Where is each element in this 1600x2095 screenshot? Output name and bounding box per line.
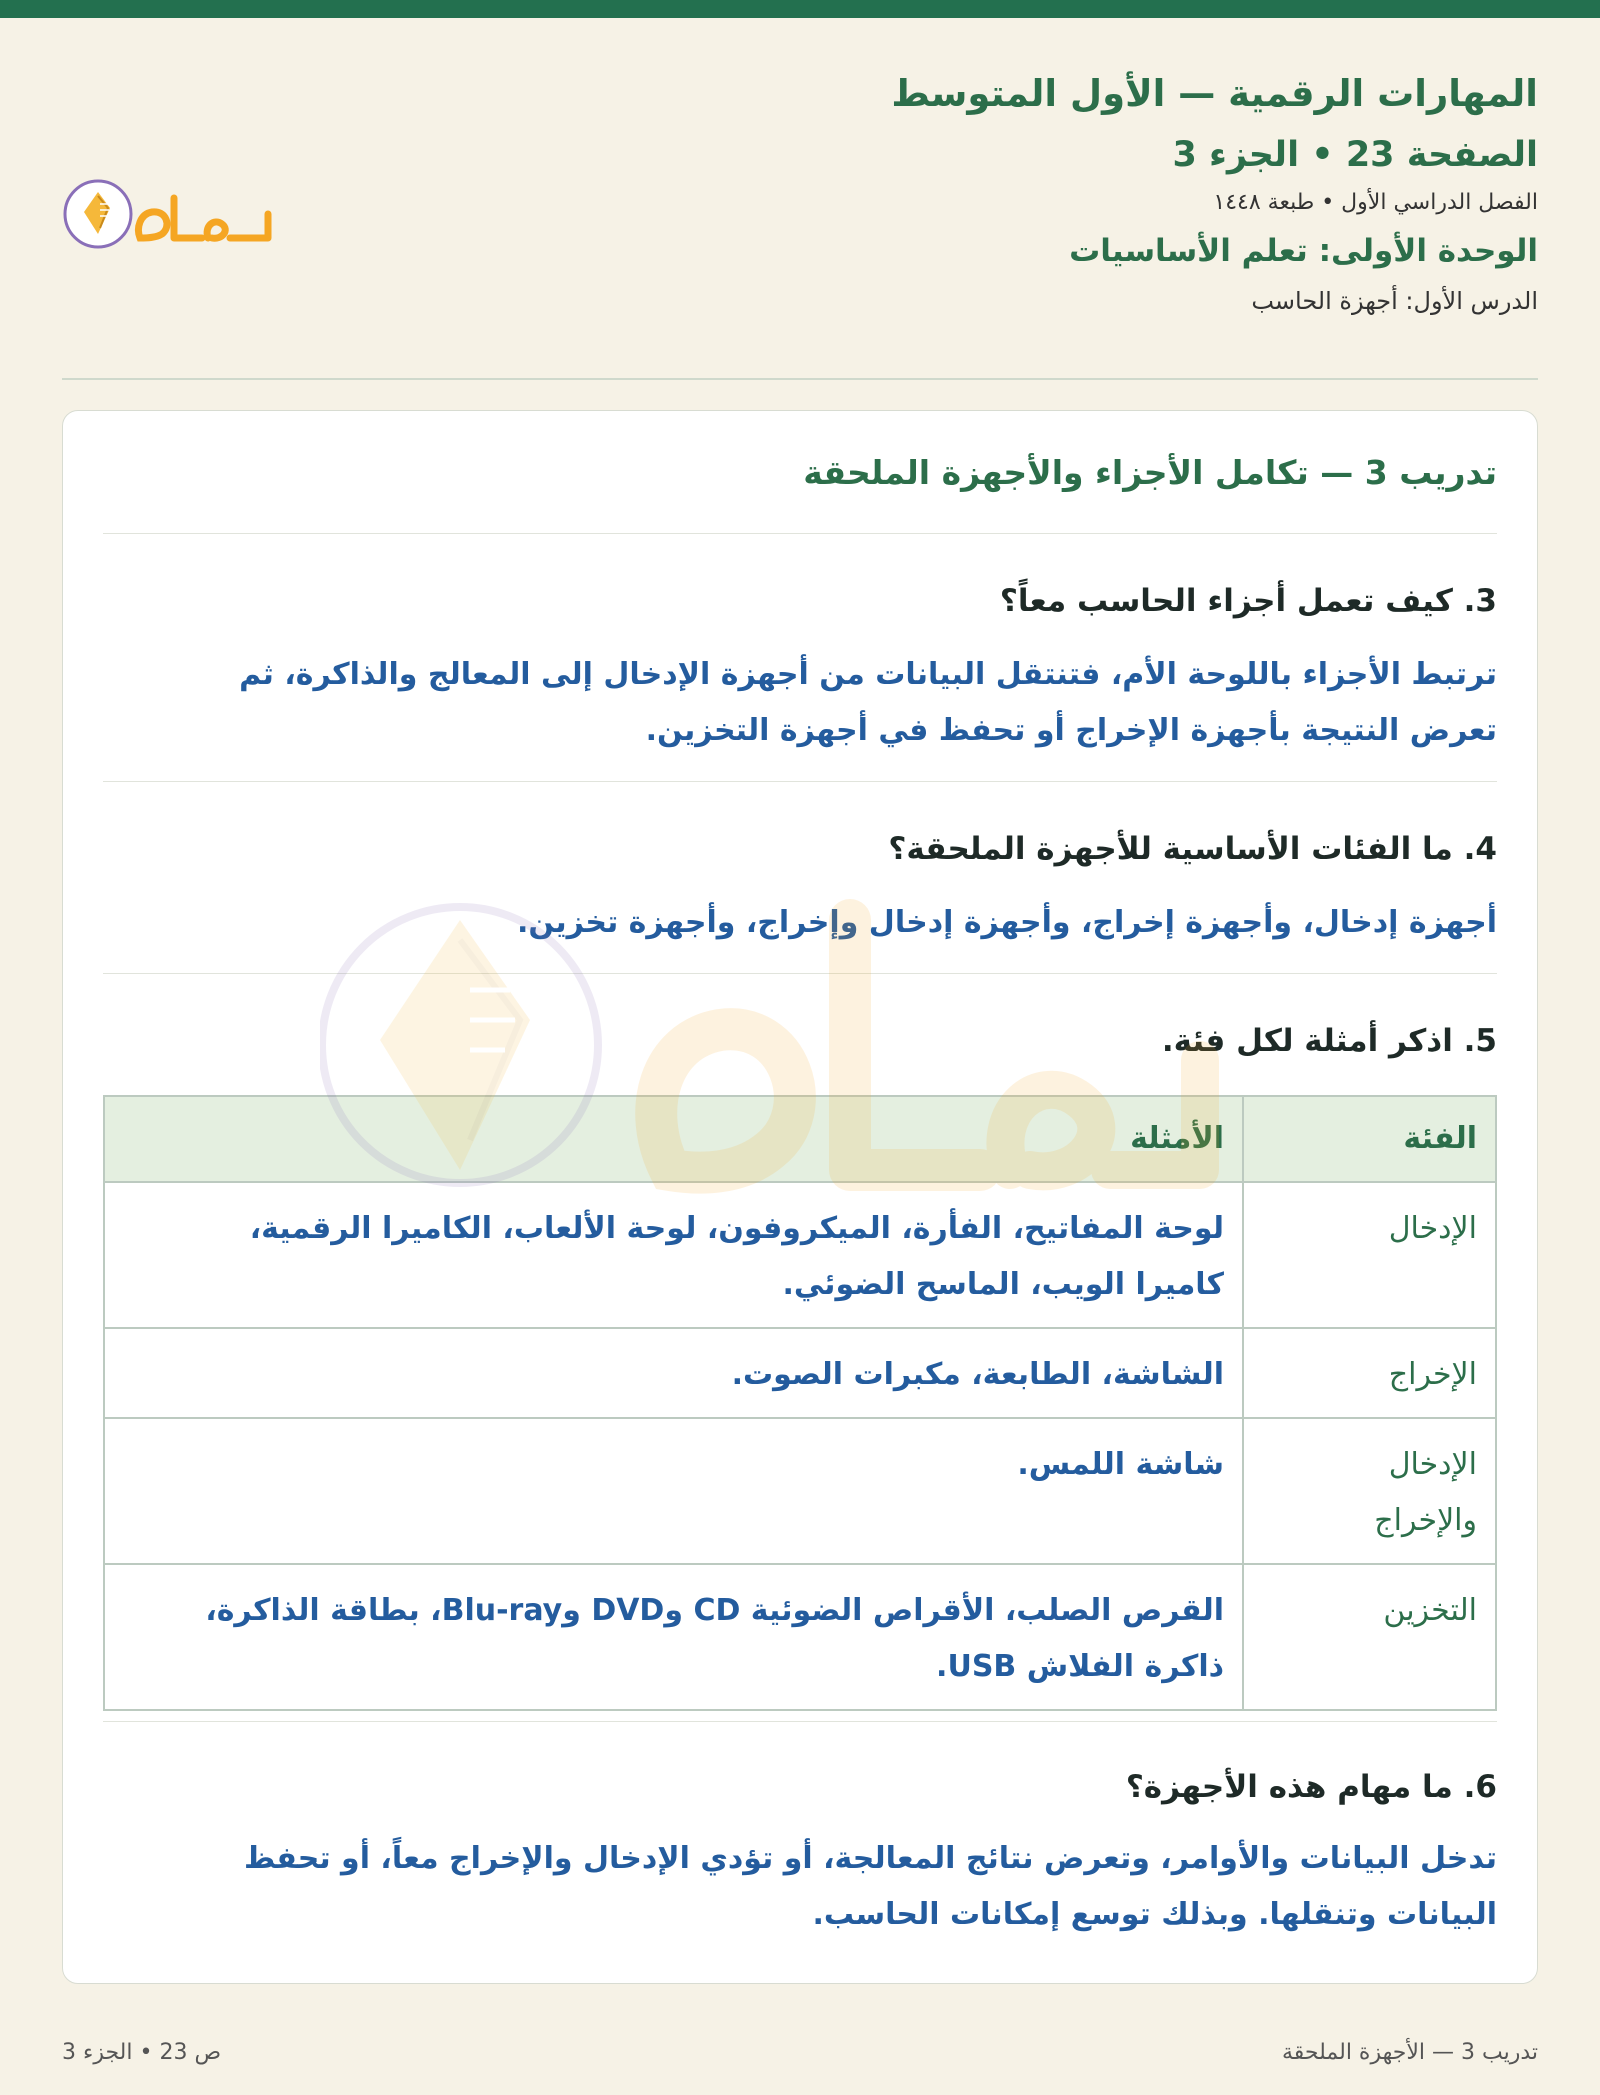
footer-exercise-label: تدريب 3 — الأجهزة الملحقة <box>1281 2040 1538 2065</box>
table-row <box>104 1418 1496 1564</box>
answer-line: تعرض النتيجة بأجهزة الإخراج أو تحفظ في أجهزة التخزين. <box>645 713 1497 748</box>
question-6: 6. ما مهام هذه الأجهزة؟ <box>1125 1769 1497 1805</box>
example-line: لوحة المفاتيح، الفأرة، الميكروفون، لوحة الألعاب، الكاميرا الرقمية، <box>249 1211 1224 1246</box>
category-cell <box>1243 1418 1496 1564</box>
table-row <box>104 1328 1496 1418</box>
question-5: 5. اذكر أمثلة لكل فئة. <box>1161 1023 1497 1059</box>
category-line: الإدخال <box>1388 1447 1477 1482</box>
examples-cell <box>104 1328 1243 1418</box>
table-header-category: الفئة <box>1243 1096 1496 1182</box>
category-cell <box>1243 1182 1496 1328</box>
answer-line: ترتبط الأجزاء باللوحة الأم، فتنتقل البيانات من أجهزة الإدخال إلى المعالج والذاكرة، ثم <box>239 657 1497 692</box>
category-line: والإخراج <box>1374 1503 1477 1538</box>
answer-line: أجهزة إدخال، وأجهزة إخراج، وأجهزة إدخال وإخراج، وأجهزة تخزين. <box>517 905 1497 940</box>
examples-cell <box>104 1564 1243 1710</box>
unit-title: الوحدة الأولى: تعلم الأساسيات <box>1069 233 1538 269</box>
page-info: الصفحة 23 • الجزء 3 <box>1172 135 1538 175</box>
example-line: ذاكرة الفلاش USB. <box>936 1649 1224 1684</box>
answer-line: البيانات وتنقلها. وبذلك توسع إمكانات الحاسب. <box>812 1897 1497 1932</box>
answer-6 <box>103 1831 1497 1943</box>
header-divider <box>62 378 1538 380</box>
lesson-title: الدرس الأول: أجهزة الحاسب <box>1251 287 1538 315</box>
divider <box>103 781 1497 782</box>
category-line: الإدخال <box>1388 1211 1477 1246</box>
page-header <box>62 70 1538 370</box>
answer-3 <box>103 647 1497 759</box>
example-line: الشاشة، الطابعة، مكبرات الصوت. <box>731 1357 1224 1392</box>
hulul-logo <box>62 168 282 258</box>
subject-title: المهارات الرقمية — الأول المتوسط <box>891 72 1538 115</box>
category-line: الإخراج <box>1388 1357 1477 1392</box>
category-line: التخزين <box>1383 1593 1477 1628</box>
table-row <box>104 1564 1496 1710</box>
question-3: 3. كيف تعمل أجزاء الحاسب معاً؟ <box>999 583 1497 619</box>
divider <box>103 1721 1497 1722</box>
category-table <box>103 1095 1497 1711</box>
table-row <box>104 1182 1496 1328</box>
header-text <box>891 70 1538 318</box>
top-accent-bar <box>0 0 1600 18</box>
divider <box>103 973 1497 974</box>
table-header-examples: الأمثلة <box>104 1096 1243 1182</box>
divider <box>103 533 1497 534</box>
example-line: القرص الصلب، الأقراص الضوئية CD وDVD وBlu-ray، بطاقة الذاكرة، <box>205 1593 1224 1628</box>
answer-line: تدخل البيانات والأوامر، وتعرض نتائج المعالجة، أو تؤدي الإدخال والإخراج معاً، أو تحفظ <box>244 1841 1497 1876</box>
category-cell <box>1243 1564 1496 1710</box>
examples-cell <box>104 1418 1243 1564</box>
question-4: 4. ما الفئات الأساسية للأجهزة الملحقة؟ <box>888 831 1497 867</box>
exercise-card <box>62 410 1538 1984</box>
table-header-row <box>104 1096 1496 1182</box>
exercise-title: تدريب 3 — تكامل الأجزاء والأجهزة الملحقة <box>803 453 1497 492</box>
example-line: كاميرا الويب، الماسح الضوئي. <box>782 1267 1224 1302</box>
category-cell <box>1243 1328 1496 1418</box>
semester-info: الفصل الدراسي الأول • طبعة ١٤٤٨ <box>1213 190 1538 215</box>
footer-page-label: ص 23 • الجزء 3 <box>62 2040 222 2065</box>
example-line: شاشة اللمس. <box>1017 1447 1224 1482</box>
examples-cell <box>104 1182 1243 1328</box>
answer-4 <box>103 895 1497 951</box>
